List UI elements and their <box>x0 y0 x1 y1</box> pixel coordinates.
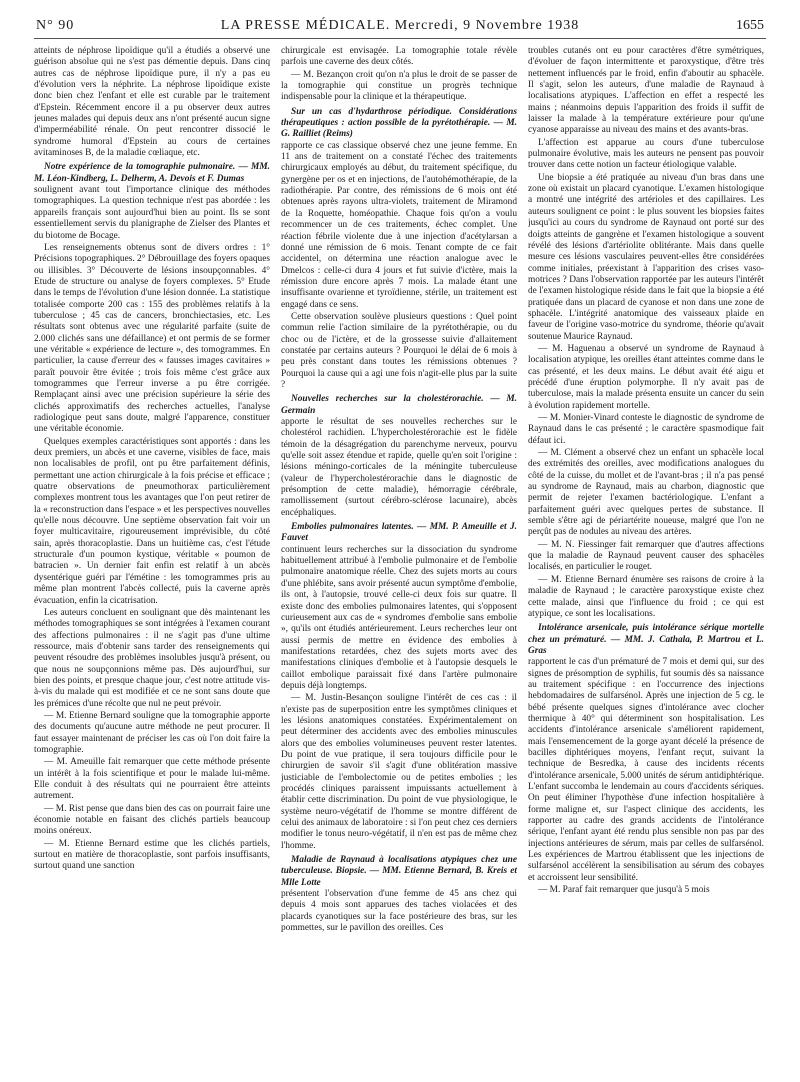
section-heading: Intolérance arsenicale, puis intolérance sérique mortelle chez un prématuré. — MM. J. Cathala, P. Martrou et L. Gras <box>528 623 764 656</box>
paragraph: — M. Ameuille fait remarquer que cette méthode présente un intérêt à la fois scientifique et pour le malade lui-même. Elle conduit à des résultats qui ne pourraient être atteints autrement. <box>34 757 270 802</box>
journal-title: LA PRESSE MÉDICALE. Mercredi, 9 Novembre 1938 <box>220 18 580 33</box>
paragraph: rapportent le cas d'un prématuré de 7 mois et demi qui, sur des signes de présomption de syphilis, fut soumis dès sa naissance au traitement spécifique : en l'occurrence des injections hebdomadaires de sulfarsénol. Après une injection de 5 cg. le bébé présente quelques signes d'intolérance avec clocher thermique à 40° qui déterminent son hospitalisation. Les accidents d'intolérance arsenicale s'améliorent rapidement, mais l'ensemencement de la gorge ayant décelé la présence de bacilles diphtériques moyens, l'enfant reçut, suivant la technique de Besredka, à cause des incidents récents d'intolérance arsenicale, 5.000 unités de sérum antidiphtérique. L'enfant succomba le lendemain au cours d'accidents sériques. On peut éliminer l'hypothèse d'une infection hospitalière à forme maligne et, sur l'aspect clinique des accidents, les rapporter au cadre des grands accidents de l'intolérance sérique, l'enfant ayant été rendu plus sensible non pas par des injections antérieures de sérum, mais par celles de sulfarsénol. Les expériences de Martrou établissent que les injections de sulfarsénol accélèrent la sensibilisation au sérum des cobayes et accroissent leur sensibilité. <box>528 657 764 883</box>
section-heading: Sur un cas d'hydarthrose périodique. Considérations thérapeutiques : action possible de la pyrétothérapie. — M. G. Railliet (Reims) <box>281 106 517 140</box>
paragraph: chirurgicale est envisagée. La tomographie totale révèle parfois une caverne des deux côtés. <box>281 46 517 68</box>
paragraph: — M. Rist pense que dans bien des cas on pourrait faire une économie notable en faisant des clichés partiels beaucoup moins onéreux. <box>34 803 270 837</box>
paragraph: L'affection est apparue au cours d'une tuberculose pulmonaire évolutive, mais les auteurs ne pensent pas pouvoir trouver dans cette notion un facteur étiologique valable. <box>528 137 764 171</box>
paragraph: — M. Haguenau a observé un syndrome de Raynaud à localisation atypique, les oreilles étant atteintes comme dans le cas présenté, et les deux mains. Le début avait été aigu et précédé d'une éruption polymorphe. Il n'y avait pas de tuberculose, mais la malade présenta ensuite un cancer du sein à évolution rapidement mortelle. <box>528 343 764 411</box>
page-header <box>34 16 766 39</box>
paragraph: — M. Etienne Bernard énumère ses raisons de croire à la maladie de Raynaud ; le caractère paroxystique existe chez cette malade, ainsi que l'influence du froid ; ce qui est atypique, ce sont les localisations. <box>528 574 764 619</box>
paragraph: soulignent avant tout l'importance clinique des méthodes tomographiques. La question technique n'est pas abordée : les appareils français sont aujourd'hui bien au point. Ils se sont essentiellement servis du planigraphe de Zielser des Plantes et du biotome de Bocage. <box>34 185 270 241</box>
paragraph: apporte le résultat de ses nouvelles recherches sur le cholestérol rachidien. L'hypercholestérorachie est le fidèle témoin de la désagrégation du parenchyme nerveux, pourvu qu'elle soit assez étendue et rapide, quelle qu'en soit l'origine : lésions méningo-corticales de la méningite tuberculeuse (valeur de l'hypercholestérorachie dans le diagnostic de présomption de cette maladie), hémorragie cérébrale, ramollissement (surtout cérébro-sclérose lacunaire), abcès encéphaliques. <box>281 417 517 518</box>
paragraph: continuent leurs recherches sur la dissociation du syndrome habituellement attribué à l'embolie pulmonaire et de l'embolie pulmonaire anatomique réelle. Chez des sujets morts au cours d'une phlébite, sans avoir présenté aucun symptôme d'embolie, ils ont, à l'autopsie, trouvé celle-ci deux fois sur quatre. Il existe donc des embolies pulmonaires latentes, qui s'opposent curieusement aux cas de « syndromes d'embolie sans embolie », qu'ils ont étudiés antérieurement. Leurs recherches leur ont aussi permis de mettre en évidence des embolies à manifestations retardées, chez des sujets morts avec des manifestations cliniques d'embolie et à l'autopsie desquels le caillot embolique paraissait fixé dans l'artère pulmonaire depuis déjà longtemps. <box>281 544 517 691</box>
column-1 <box>34 46 270 1070</box>
paragraph: — M. Etienne Bernard souligne que la tomographie apporte des documents qu'aucune autre méthode ne peut procurer. Il faut essayer maintenant de préciser les cas où l'on doit faire la tomographie. <box>34 710 270 755</box>
paragraph: — M. Clément a observé chez un enfant un sphacèle local des extrémités des oreilles, avec modifications analogues du côté de la cuisse, du mollet et de l'avant-bras ; il n'a pas pensé au syndrome de Raynaud, mais au charbon, diagnostic que permit de rejeter l'examen bactériologique. L'enfant a parfaitement guéri avec quelques pertes de substance. Il semble s'être agi de périartérite noueuse, malgré que l'on ne perçût pas de nodules au niveau des artères. <box>528 448 764 538</box>
paragraph: Les renseignements obtenus sont de divers ordres : 1° Précisions topographiques. 2° Débrouillage des foyers opaques ou illisibles. 3° Découverte de lésions insoupçonnables. 4° Etude de structure ou analyse de foyers complexes. 5° Etude dans le temps de l'évolution d'une lésion donnée. La statistique totalisée comporte 200 cas : 155 des problèmes relatifs à la tuberculose ; 45 cas de cancers, bronchiectasies, etc. Les résultats sont obtenus avec une régularité parfaite (suite de 2.000 clichés sans une défaillance) et ont permis de se former une véritable « expérience de lecture », des tomogrammes. En particulier, la cause d'erreur des « fausses images cavitaires » paraît pouvoir être évitée ; trois fois même c'est grâce aux tomogrammes que l'erreur inverse a pu être corrigée. Remplaçant ainsi avec une précision supérieure la série des clichés approximatifs des recherches actuelles, l'analyse radiologique peut sans doute, malgré l'apparence, constituer une véritable économie. <box>34 242 270 435</box>
section-heading: Nouvelles recherches sur la cholestérorachie. — M. Germain <box>281 394 517 416</box>
paragraph: Une biopsie a été pratiquée au niveau d'un bras dans une zone où existait un placard cyanotique. L'examen histologique a montré une intégrité des artérioles et des capillaires. Les auteurs soulignent ce point : le plus souvent les biopsies faites jusqu'ici au cours du syndrome de Raynaud ont porté sur des doigts atteints de gangrène et l'examen histologique a souvent révélé des lésions d'artériolite oblitérante. Mais dans quelle mesure ces lésions vasculaires peuvent-elles être considérées comme initiales, préexistant à l'apparition des crises vaso-motrices ? Dans l'observation rapportée par les auteurs l'intérêt de l'examen histologique réside dans le fait que la biopsie a été pratiquée dans un placard de cyanose et non dans une zone de sphacèle. L'intégrité anatomique des vaisseaux plaide en faveur de l'origine vaso-motrice du syndrome, théorie qu'avait soutenue Maurice Raynaud. <box>528 172 764 342</box>
column-2 <box>281 46 517 1070</box>
section-heading: Notre expérience de la tomographie pulmonaire. — MM. M. Léon-Kindberg, L. Delherm, A. Devois et F. Dumas <box>34 162 270 184</box>
paragraph: Les auteurs concluent en soulignant que dès maintenant les méthodes tomographiques se sont intégrées à l'examen courant des affections pulmonaires : il ne s'agit pas d'une ultime ressource, mais d'obtenir sans tarder des renseignements qui peuvent résoudre des problèmes insolubles jusqu'à présent, ou que nous ne soupçonnions même pas. Dès aujourd'hui, sur bien des points, et presque chaque jour, c'est notre attitude vis-à-vis du malade qui est modifiée et ce ne sont sans doute que les prémices d'une récolte que nul ne peut prévoir. <box>34 607 270 709</box>
text-columns <box>34 46 766 1070</box>
page-number: 1655 <box>736 18 764 33</box>
paragraph: Cette observation soulève plusieurs questions : Quel point commun relie l'action similaire de la pyrétothérapie, ou du choc ou de l'ictère, et de la grossesse suivie d'allaitement constatée par certains auteurs ? Pourquoi le délai de 6 mois à peu près constant dans toutes les rémissions obtenues ? Pourquoi la cause qui a agi une fois n'agit-elle plus par la suite ? <box>281 311 517 390</box>
paragraph: présentent l'observation d'une femme de 45 ans chez qui depuis 4 mois sont apparues des taches violacées et des placards cyanotiques sur la face postérieure des bras, sur les pommettes, sur le pavillon des oreilles. Ces <box>281 889 517 934</box>
paragraph: — M. Justin-Besançon souligne l'intérêt de ces cas : il n'existe pas de superposition entre les symptômes cliniques et les lésions anatomiques constatées. Expérimentalement on peut déterminer des accidents avec des embolies minuscules alors que des embolies volumineuses peuvent rester latentes. Du point de vue pratique, il sera toujours difficile pour le chirurgien de savoir s'il s'agit d'une oblitération massive justiciable de l'embolectomie ou de petites embolies ; les procédés cliniques paraissent impuissants actuellement à établir cette discrimination. Du point de vue physiologique, le système neuro-végétatif de l'homme se montre différent de celui des animaux de laboratoire : si l'on peut chez ces derniers modifier le tonus neuro-végétatif, il n'en est pas de même chez l'homme. <box>281 693 517 851</box>
issue-number: N° 90 <box>36 18 75 33</box>
paragraph: — M. N. Fiessinger fait remarquer que d'autres affections que la maladie de Raynaud peuvent causer des sphacèles localisés, en particulier le rouget. <box>528 539 764 573</box>
section-heading: Embolies pulmonaires latentes. — MM. P. Ameuille et J. Fauvet <box>281 522 517 544</box>
paragraph: — M. Paraf fait remarquer que jusqu'à 5 mois <box>538 885 710 896</box>
column-3 <box>528 46 764 1070</box>
paragraph: Quelques exemples caractéristiques sont apportés : dans les deux premiers, un abcès et une caverne, visibles de face, mais non localisables de profil, ont pu être parfaitement définis, permettant une action chirurgicale à la fois précise et efficace ; quatre observations de pneumothorax particulièrement complexes montrent tous les avantages que l'on peut retirer de la « reconstruction dans l'espace » et les perspectives nouvelles qu'elle nous découvre. Une septième observation fait voir un foyer multicavitaire, rigoureusement imprévisible, du côté sain, après thoracoplastie. Dans un huitième cas, c'est l'étude structurale d'un poumon kystique, véritable « poumon de batracien ». Un dernier fait enfin est relatif à un abcès dysentérique guéri par l'émétine : les tomogrammes pris au même plan montrent l'abcès collecté, puis la caverne après évacuation, enfin la cicatrisation. <box>34 436 270 606</box>
section-heading: Maladie de Raynaud à localisations atypiques chez une tuberculeuse. Biopsie. — MM. Etienne Bernard, B. Kreis et Mlle Lotte <box>281 855 517 888</box>
paragraph: troubles cutanés ont eu pour caractères d'être symétriques, d'évoluer de façon intermittente et paroxystique, d'être très nettement influencés par le froid, enfin d'aboutir au sphacèle. Il s'agit, selon les auteurs, d'une maladie de Raynaud à localisations atypiques. L'affection en effet a respecté les mains ; néanmoins depuis l'apparition des froids il suffit de laisser la malade à la température extérieure pour qu'une cyanose apparaisse au niveau des mains et des avants-bras. <box>528 46 764 136</box>
paragraph: — M. Monier-Vinard conteste le diagnostic de syndrome de Raynaud dans le cas présenté ; le caractère spasmodique fait défaut ici. <box>528 413 764 446</box>
paragraph: — M. Etienne Bernard estime que les clichés partiels, surtout en matière de thoracoplastie, sont parfois insuffisants, surtout quand une sanction <box>34 838 270 872</box>
paragraph: rapporte ce cas classique observé chez une jeune femme. En 11 ans de traitement on a constaté l'échec des traitements chirurgicaux employés au début, du traitement spécifique, du gynergène per os et en injections, de l'autohémothérapie, de la radiothérapie. Par contre, des rémissions de 6 mois ont été obtenues après rayons ultra-violets, traitement de Miramond de la Roquette, homéopathie. Chaque fois qu'on a voulu recommencer un de ces traitements, échec complet. Une réaction fébrile violente due à une injection d'acétylarsan a donné une rémission de 6 mois. Tenant compte de ce fait accidentel, on détermina une réaction analogue avec le Dmelcos : celle-ci dura 4 jours et fut suivie d'ictère, mais la rémission dure encore après 7 mois. La malade étant une insuffisante ovarienne et tyroïdienne, stérile, un traitement est engagé dans ce sens. <box>281 140 517 310</box>
paragraph: atteints de néphrose lipoïdique qu'il a étudiés a observé une guérison absolue qui ne s'est pas démentie depuis. Dans cinq autres cas de néphrose lipoïdique pure, il n'y a pas eu d'évolution vers la néphrite. La néphrose lipoïdique existe donc bien chez l'enfant et elle est curable par le traitement d'Epstein. Récemment encore il a pu observer deux autres jeunes malades qui depuis deux ans n'ont présenté aucun signe d'imperméabilité rénale. On peut rencontrer dissocié le syndrome humoral d'Epstein au cours de certaines avitaminoses B, de la maladie cœliaque, etc. <box>34 46 270 159</box>
paragraph: — M. Bezançon croit qu'on n'a plus le droit de se passer de la tomographie qui constitue un progrès technique indispensable pour la clinique et la thérapeutique. <box>281 69 517 103</box>
